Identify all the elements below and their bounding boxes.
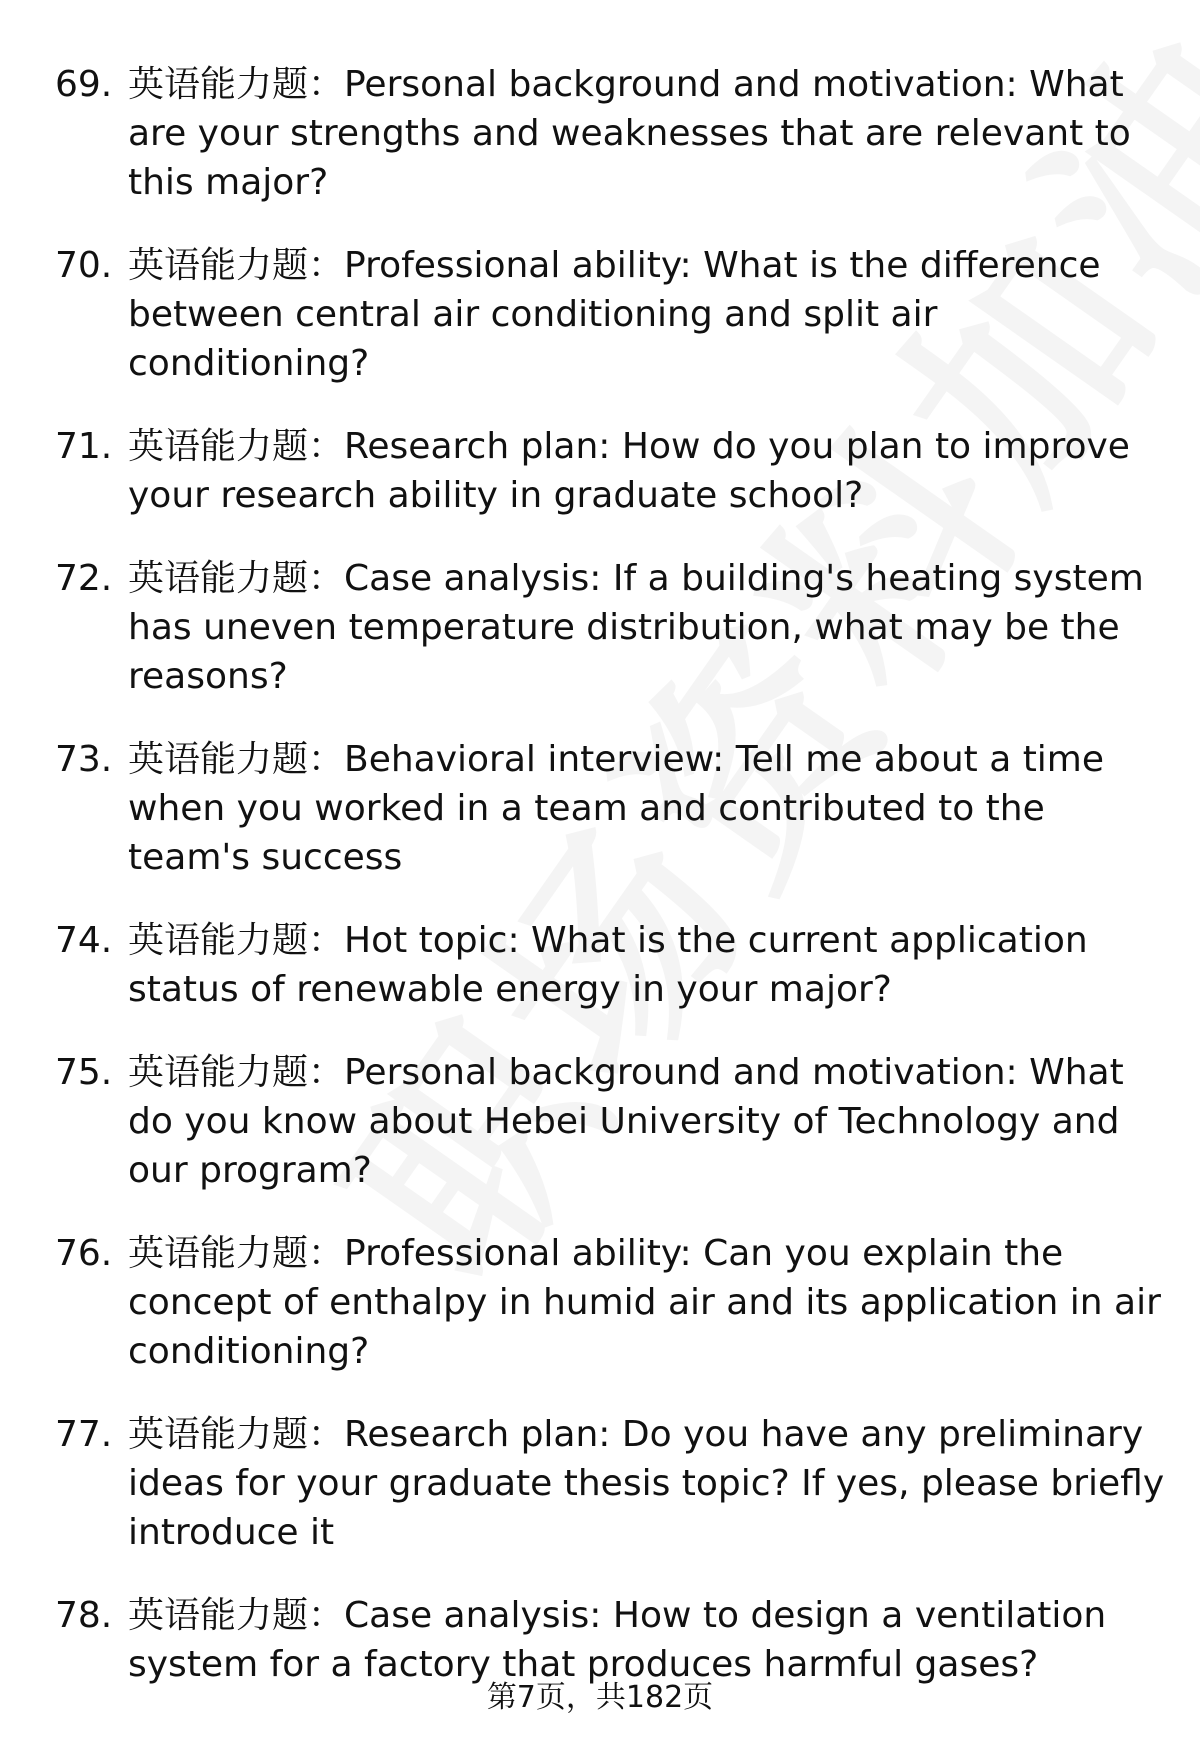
question-item <box>55 60 1165 207</box>
question-text: 英语能力题：Case analysis: How to design a ventilation system for a factory that produces harmful gases? <box>128 1595 1107 1685</box>
question-text: 英语能力题：Personal background and motivation: What are your strengths and weaknesses that are relevant to this major? <box>128 64 1131 203</box>
question-item <box>55 1410 1165 1557</box>
question-number: 78. <box>55 1595 113 1636</box>
question-item <box>55 735 1165 882</box>
question-number: 75. <box>55 1052 113 1093</box>
question-number: 73. <box>55 739 113 780</box>
question-item <box>55 422 1165 520</box>
question-text: 英语能力题：Personal background and motivation: What do you know about Hebei University of Technology and our program? <box>128 1052 1124 1191</box>
page-indicator: 第7页，共182页 <box>486 1680 714 1715</box>
question-item <box>55 241 1165 388</box>
question-number: 69. <box>55 64 113 105</box>
question-number: 70. <box>55 245 113 286</box>
question-number: 76. <box>55 1233 113 1274</box>
question-item <box>55 554 1165 701</box>
question-text: 英语能力题：Research plan: How do you plan to improve your research ability in graduate school? <box>128 426 1130 516</box>
question-text: 英语能力题：Case analysis: If a building's heating system has uneven temperature distribution, what may be the reasons? <box>128 558 1144 697</box>
question-item <box>55 1591 1165 1689</box>
question-item <box>55 1229 1165 1376</box>
question-text: 英语能力题：Professional ability: Can you explain the concept of enthalpy in humid air and its application in air conditioning? <box>128 1233 1161 1372</box>
question-number: 74. <box>55 920 113 961</box>
question-number: 71. <box>55 426 113 467</box>
question-text: 英语能力题：Behavioral interview: Tell me about a time when you worked in a team and contributed to the team's success <box>128 739 1105 878</box>
question-item <box>55 916 1165 1014</box>
question-number: 72. <box>55 558 113 599</box>
question-item <box>55 1048 1165 1195</box>
question-text: 英语能力题：Professional ability: What is the difference between central air conditioning and split air conditioning? <box>128 245 1101 384</box>
question-number: 77. <box>55 1414 113 1455</box>
question-text: 英语能力题：Hot topic: What is the current application status of renewable energy in your major? <box>128 920 1088 1010</box>
question-text: 英语能力题：Research plan: Do you have any preliminary ideas for your graduate thesis topic? If yes, please briefly introduce it <box>128 1414 1165 1553</box>
question-list <box>55 60 1165 1723</box>
